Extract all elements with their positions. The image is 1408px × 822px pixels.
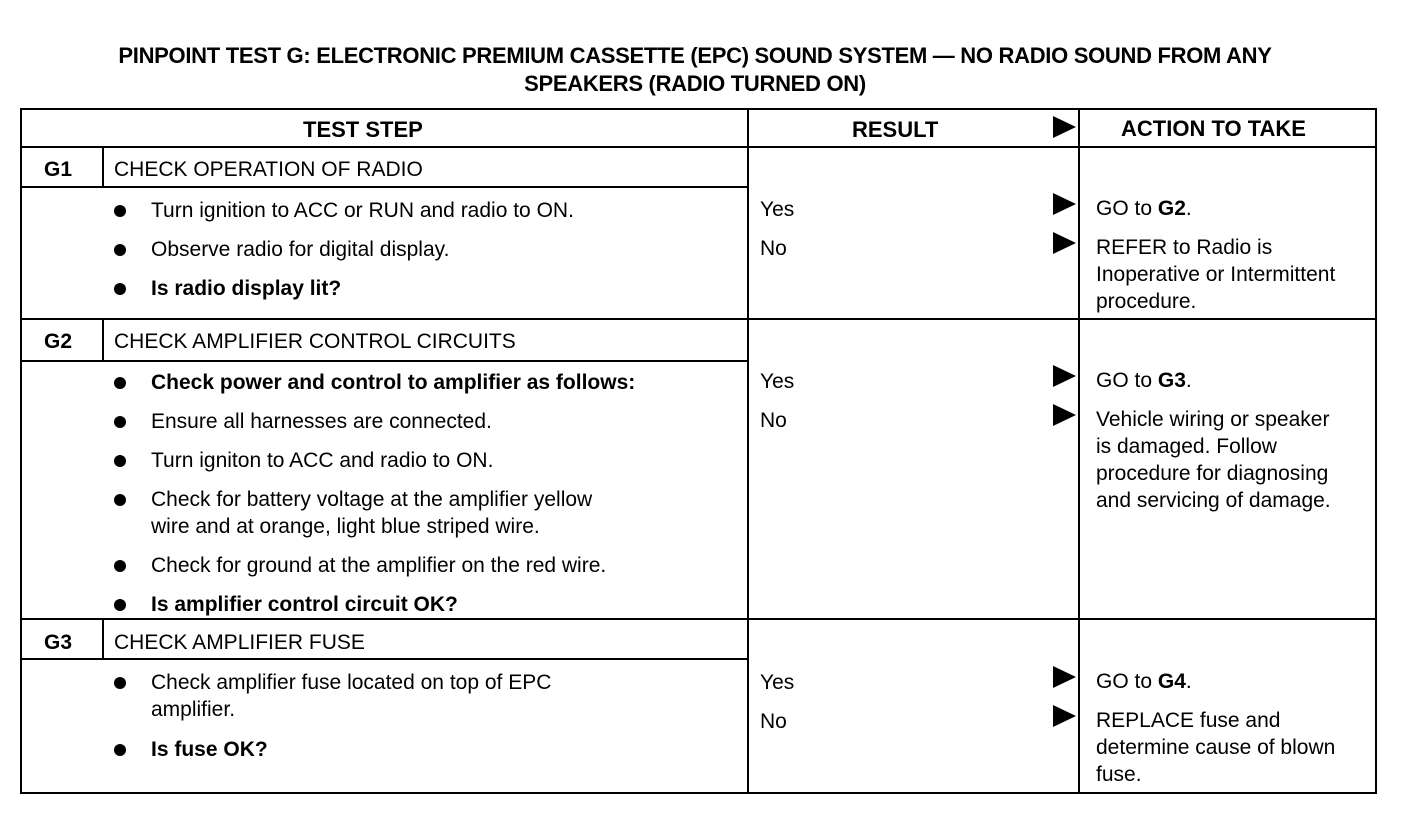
g2-g3-divider <box>22 618 1375 620</box>
g3-action-no-line-3: fuse. <box>1096 763 1142 786</box>
page-title <box>60 42 1330 98</box>
g3-result-yes: Yes <box>760 671 795 694</box>
g1-id-divider <box>102 148 104 188</box>
bullet-icon <box>114 416 126 428</box>
g2-bullet-5: Check for ground at the amplifier on the red wire. <box>151 554 607 577</box>
g3-bullet-2: Is fuse OK? <box>151 738 268 761</box>
g2-action-no-line-1: Vehicle wiring or speaker <box>1096 408 1330 431</box>
bullet-icon <box>114 677 126 689</box>
g2-bullet-4-line-1: Check for battery voltage at the amplifier yellow <box>151 488 593 511</box>
arrow-right-icon <box>1053 404 1076 426</box>
g3-bullet-1-line-2: amplifier. <box>151 698 236 721</box>
g1-result-yes: Yes <box>760 198 795 221</box>
header-action: ACTION TO TAKE <box>1121 116 1306 141</box>
g2-result-yes: Yes <box>760 370 795 393</box>
g3-action-yes: GO to G4. <box>1096 670 1192 693</box>
bullet-icon <box>114 455 126 467</box>
arrow-right-icon <box>1053 193 1076 215</box>
step-id-g2: G2 <box>44 330 73 353</box>
g2-result-no: No <box>760 409 787 432</box>
g1-bullet-1: Turn ignition to ACC or RUN and radio to ON. <box>151 199 574 222</box>
bullet-icon <box>114 560 126 572</box>
g1-result-no: No <box>760 237 787 260</box>
bullet-icon <box>114 377 126 389</box>
header-result: RESULT <box>852 117 939 142</box>
g1-g2-divider <box>22 318 1375 320</box>
g1-bullet-3: Is radio display lit? <box>151 277 342 300</box>
header-divider <box>22 146 1375 148</box>
g2-bullet-6: Is amplifier control circuit OK? <box>151 593 458 616</box>
g2-action-no-line-4: and servicing of damage. <box>1096 489 1331 512</box>
bullet-icon <box>114 744 126 756</box>
g2-action-no-line-2: is damaged. Follow <box>1096 435 1277 458</box>
arrow-right-icon <box>1053 666 1076 688</box>
arrow-right-icon <box>1053 232 1076 254</box>
pinpoint-test-table <box>20 108 1377 794</box>
g3-action-no-line-1: REPLACE fuse and <box>1096 709 1281 732</box>
g2-action-yes: GO to G3. <box>1096 369 1192 392</box>
bullet-icon <box>114 599 126 611</box>
divider-result <box>747 110 749 792</box>
title-line-1: PINPOINT TEST G: ELECTRONIC PREMIUM CASSETTE (EPC) SOUND SYSTEM — NO RADIO SOUND FROM ANY <box>118 43 1272 68</box>
g2-id-divider <box>102 320 104 362</box>
arrow-right-icon <box>1053 705 1076 727</box>
g1-action-no-line-3: procedure. <box>1096 290 1197 313</box>
bullet-icon <box>114 494 126 506</box>
arrow-right-icon <box>1053 365 1076 387</box>
g1-action-no-line-2: Inoperative or Intermittent <box>1096 263 1336 286</box>
g2-bullet-4-line-2: wire and at orange, light blue striped wire. <box>151 515 540 538</box>
bullet-icon <box>114 283 126 295</box>
step-id-g3: G3 <box>44 631 73 654</box>
g1-action-no-line-1: REFER to Radio is <box>1096 236 1273 259</box>
g3-bullet-1-line-1: Check amplifier fuse located on top of EPC <box>151 671 552 694</box>
g3-title-divider <box>22 658 749 660</box>
g2-title-divider <box>22 360 749 362</box>
header-test-step: TEST STEP <box>303 117 423 142</box>
g3-id-divider <box>102 620 104 660</box>
divider-action <box>1078 110 1080 792</box>
title-line-2: SPEAKERS (RADIO TURNED ON) <box>524 71 866 96</box>
g2-bullet-3: Turn igniton to ACC and radio to ON. <box>151 449 494 472</box>
step-id-g1: G1 <box>44 158 73 181</box>
g3-action-no-line-2: determine cause of blown <box>1096 736 1336 759</box>
step-title-g1: CHECK OPERATION OF RADIO <box>114 158 423 181</box>
bullet-icon <box>114 244 126 256</box>
g3-result-no: No <box>760 710 787 733</box>
g1-title-divider <box>22 186 749 188</box>
g2-bullet-1: Check power and control to amplifier as follows: <box>151 371 636 394</box>
g1-action-yes: GO to G2. <box>1096 197 1192 220</box>
step-title-g2: CHECK AMPLIFIER CONTROL CIRCUITS <box>114 330 516 353</box>
bullet-icon <box>114 205 126 217</box>
g2-action-no-line-3: procedure for diagnosing <box>1096 462 1329 485</box>
g2-bullet-2: Ensure all harnesses are connected. <box>151 410 492 433</box>
header-arrow-icon <box>1053 116 1076 138</box>
step-title-g3: CHECK AMPLIFIER FUSE <box>114 631 365 654</box>
g1-bullet-2: Observe radio for digital display. <box>151 238 450 261</box>
